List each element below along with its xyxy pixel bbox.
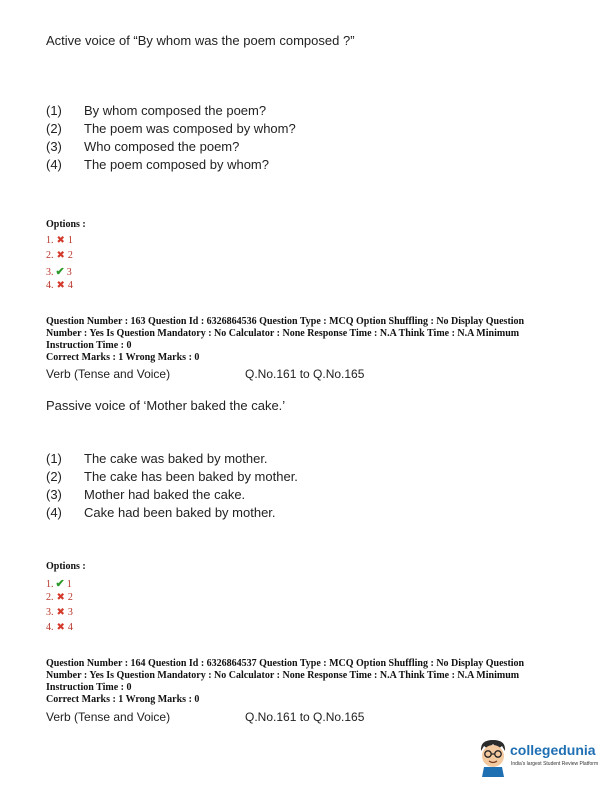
question-prompt: Active voice of “By whom was the poem composed ?” [46, 33, 355, 48]
cross-icon: ✖ [56, 622, 65, 633]
choice-number: (2) [46, 469, 62, 484]
choice-text: The cake was baked by mother. [84, 451, 268, 466]
option-item: 1. ✖ 1 [46, 235, 73, 246]
cross-icon: ✖ [56, 250, 65, 261]
option-item: 4. ✖ 4 [46, 622, 73, 633]
choice-number: (1) [46, 103, 62, 118]
choice-number: (4) [46, 505, 62, 520]
option-item: 3. ✔ 3 [46, 266, 72, 278]
choice-row [46, 103, 266, 118]
choice-number: (4) [46, 157, 62, 172]
marks-line: Correct Marks : 1 Wrong Marks : 0 [46, 694, 200, 705]
choice-row [46, 139, 239, 154]
choice-text: By whom composed the poem? [84, 103, 267, 118]
question-meta: Question Number : 163 Question Id : 6326864536 Question Type : MCQ Option Shuffling : No Display Question Number : Yes Is Question Mandatory : No Calculator : None Response Time : N.A Think Time : N.A Minimum Instruction Time : 0 [46, 316, 525, 351]
choice-number: (3) [46, 139, 62, 154]
cross-icon: ✖ [56, 280, 65, 291]
option-item: 2. ✖ 2 [46, 592, 73, 603]
option-item: 2. ✖ 2 [46, 250, 73, 261]
choice-row [46, 487, 245, 502]
choice-number: (3) [46, 487, 62, 502]
choice-row [46, 451, 268, 466]
topic-label: Verb (Tense and Voice) [46, 710, 171, 724]
topic-label: Verb (Tense and Voice) [46, 367, 171, 381]
cross-icon: ✖ [56, 607, 65, 618]
choice-text: Who composed the poem? [84, 139, 240, 154]
options-title: Options : [46, 561, 86, 572]
mascot-icon [476, 737, 510, 777]
option-item: 3. ✖ 3 [46, 607, 73, 618]
choice-text: The cake has been baked by mother. [84, 469, 298, 484]
option-item: 1. ✔ 1 [46, 578, 72, 590]
brand-name: collegedunia [510, 742, 596, 758]
choice-text: The poem was composed by whom? [84, 121, 296, 136]
question-meta: Question Number : 164 Question Id : 6326864537 Question Type : MCQ Option Shuffling : No Display Question Number : Yes Is Question Mandatory : No Calculator : None Response Time : N.A Think Time : N.A Minimum Instruction Time : 0 [46, 658, 525, 693]
cross-icon: ✖ [56, 592, 65, 603]
question-prompt: Passive voice of ‘Mother baked the cake.’ [46, 398, 286, 413]
choice-number: (2) [46, 121, 62, 136]
question-range: Q.No.161 to Q.No.165 [245, 710, 365, 724]
brand-tagline: India's largest Student Review Platform [511, 761, 599, 767]
options-title: Options : [46, 219, 86, 230]
option-item: 4. ✖ 4 [46, 280, 73, 291]
check-icon: ✔ [55, 578, 65, 590]
choice-row [46, 505, 276, 520]
marks-line: Correct Marks : 1 Wrong Marks : 0 [46, 352, 200, 363]
choice-number: (1) [46, 451, 62, 466]
check-icon: ✔ [55, 266, 65, 278]
choice-row [46, 157, 269, 172]
cross-icon: ✖ [56, 235, 65, 246]
choice-text: Cake had been baked by mother. [84, 505, 276, 520]
choice-row [46, 469, 298, 484]
choice-row [46, 121, 296, 136]
choice-text: The poem composed by whom? [84, 157, 269, 172]
collegedunia-watermark [476, 737, 606, 777]
question-range: Q.No.161 to Q.No.165 [245, 367, 365, 381]
choice-text: Mother had baked the cake. [84, 487, 246, 502]
